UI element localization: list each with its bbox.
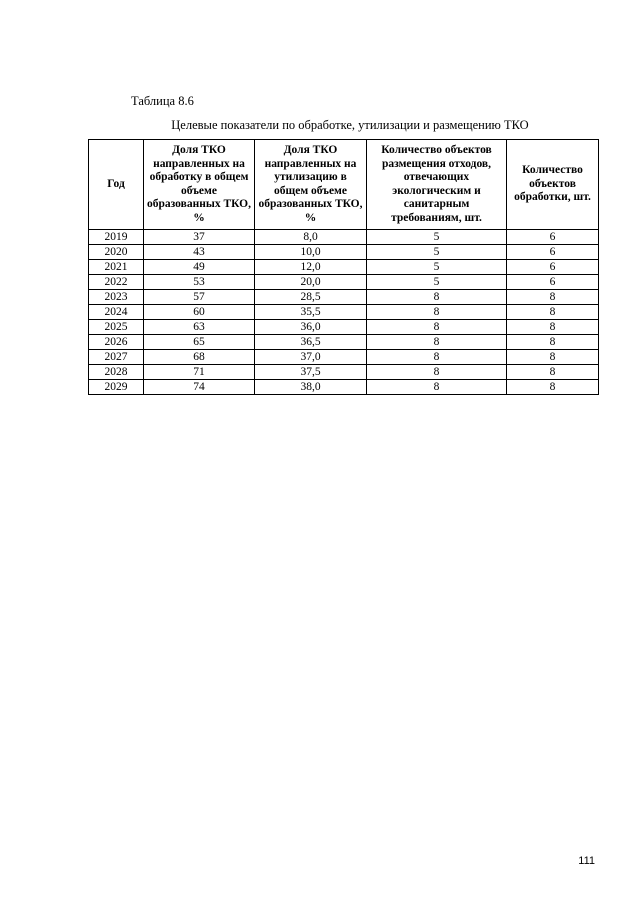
table-cell: 68 — [144, 350, 255, 365]
table-cell: 8 — [367, 380, 507, 395]
table-cell: 8,0 — [255, 230, 367, 245]
table-cell: 38,0 — [255, 380, 367, 395]
table-row — [89, 335, 599, 350]
targets-table — [88, 139, 599, 395]
header-utilization-share: Доля ТКО направленных на утилизацию в общем объеме образованных ТКО, % — [255, 140, 367, 230]
table-row — [89, 290, 599, 305]
table-cell: 2019 — [89, 230, 144, 245]
table-caption: Целевые показатели по обработке, утилизации и размещению ТКО — [171, 118, 529, 132]
table-cell: 2021 — [89, 260, 144, 275]
table-row — [89, 260, 599, 275]
table-cell: 8 — [367, 290, 507, 305]
table-cell: 37,0 — [255, 350, 367, 365]
table-cell: 2025 — [89, 320, 144, 335]
table-cell: 8 — [367, 350, 507, 365]
table-label: Таблица 8.6 — [131, 94, 194, 108]
table-cell: 8 — [507, 320, 599, 335]
table-cell: 49 — [144, 260, 255, 275]
table-cell: 28,5 — [255, 290, 367, 305]
table-cell: 43 — [144, 245, 255, 260]
table-cell: 6 — [507, 230, 599, 245]
table-cell: 6 — [507, 275, 599, 290]
header-year: Год — [89, 140, 144, 230]
table-cell: 8 — [507, 290, 599, 305]
table-body — [89, 230, 599, 395]
table-row — [89, 275, 599, 290]
table-cell: 5 — [367, 245, 507, 260]
table-cell: 63 — [144, 320, 255, 335]
table-cell: 8 — [507, 365, 599, 380]
page-number: 111 — [578, 855, 595, 867]
table-cell: 2020 — [89, 245, 144, 260]
table-cell: 8 — [507, 380, 599, 395]
table-cell: 2029 — [89, 380, 144, 395]
table-cell: 8 — [367, 320, 507, 335]
table-cell: 37,5 — [255, 365, 367, 380]
table-cell: 2027 — [89, 350, 144, 365]
table-cell: 74 — [144, 380, 255, 395]
table-header-row — [89, 140, 599, 230]
table-cell: 8 — [507, 305, 599, 320]
table-cell: 5 — [367, 275, 507, 290]
table-cell: 6 — [507, 260, 599, 275]
table-cell: 2024 — [89, 305, 144, 320]
table-cell: 65 — [144, 335, 255, 350]
table-cell: 8 — [367, 335, 507, 350]
table-cell: 2028 — [89, 365, 144, 380]
table-cell: 53 — [144, 275, 255, 290]
table-cell: 57 — [144, 290, 255, 305]
table-row — [89, 305, 599, 320]
table-cell: 12,0 — [255, 260, 367, 275]
header-processing-share: Доля ТКО направленных на обработку в общем объеме образованных ТКО, % — [144, 140, 255, 230]
table-cell: 36,5 — [255, 335, 367, 350]
table-row — [89, 365, 599, 380]
table-cell: 8 — [507, 350, 599, 365]
table-cell: 36,0 — [255, 320, 367, 335]
table-cell: 20,0 — [255, 275, 367, 290]
table-cell: 2022 — [89, 275, 144, 290]
table-cell: 8 — [507, 335, 599, 350]
header-disposal-facilities: Количество объектов размещения отходов, отвечающих экологическим и санитарным требованиям, шт. — [367, 140, 507, 230]
table-cell: 8 — [367, 305, 507, 320]
table-cell: 6 — [507, 245, 599, 260]
table-cell: 71 — [144, 365, 255, 380]
table-cell: 8 — [367, 365, 507, 380]
table-cell: 35,5 — [255, 305, 367, 320]
table-row — [89, 350, 599, 365]
table-cell: 37 — [144, 230, 255, 245]
table-row — [89, 230, 599, 245]
table-cell: 5 — [367, 260, 507, 275]
table-row — [89, 245, 599, 260]
table-row — [89, 380, 599, 395]
table-row — [89, 320, 599, 335]
table-cell: 5 — [367, 230, 507, 245]
table-cell: 10,0 — [255, 245, 367, 260]
header-processing-facilities: Количество объектов обработки, шт. — [507, 140, 599, 230]
table-cell: 2026 — [89, 335, 144, 350]
table-cell: 60 — [144, 305, 255, 320]
table-cell: 2023 — [89, 290, 144, 305]
